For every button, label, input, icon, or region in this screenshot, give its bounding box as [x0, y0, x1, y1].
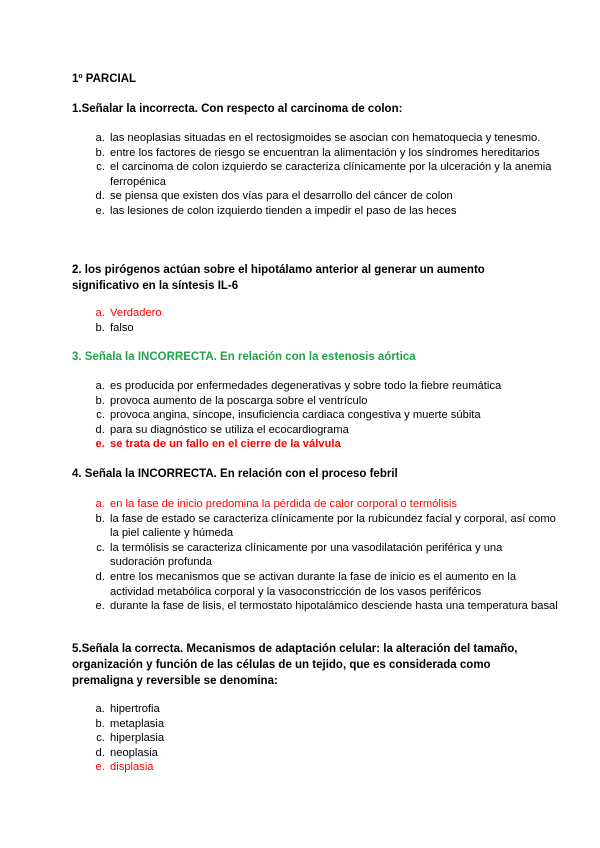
question-1-options	[72, 131, 558, 219]
question-3-option-e-answer: e. se trata de un fallo en el cierre de la válvula	[108, 437, 558, 452]
question-4-option-e: e. durante la fase de lisis, el termostato hipotalámico desciende hasta una temperatura basal	[108, 599, 558, 614]
question-1-option-d: d. se piensa que existen dos vías para el desarrollo del cáncer de colon	[108, 189, 558, 204]
question-4-option-d: d. entre los mecanismos que se activan durante la fase de inicio es el aumento en la actividad metabólica corporal y la vasoconstricción de los vasos periféricos	[108, 570, 558, 599]
question-3-option-c: c. provoca angina, síncope, insuficiencia cardiaca congestiva y muerte súbita	[108, 408, 558, 423]
question-2: 2. los pirógenos actúan sobre el hipotálamo anterior al generar un aumento significativo en la síntesis IL-6	[72, 264, 485, 292]
question-2-option-b: b. falso	[108, 321, 558, 336]
question-1: 1.Señalar la incorrecta. Con respecto al carcinoma de colon:	[72, 103, 403, 115]
question-3-option-a: a. es producida por enfermedades degenerativas y sobre todo la fiebre reumática	[108, 379, 558, 394]
question-2-option-a-answer: a. Verdadero	[108, 306, 558, 321]
question-5-option-e-answer: e. displasia	[108, 760, 558, 775]
question-4-option-a-answer: a. en la fase de inicio predomina la pérdida de calor corporal o termólisis	[108, 497, 558, 512]
document-title: 1º PARCIAL	[72, 73, 137, 85]
question-3-option-b: b. provoca aumento de la poscarga sobre el ventrículo	[108, 394, 558, 409]
question-2-options	[72, 306, 558, 335]
question-5-option-c: c. hiperplasia	[108, 731, 558, 746]
question-1-option-c: c. el carcinoma de colon izquierdo se caracteriza clínicamente por la ulceración y la anemia ferropénica	[108, 160, 558, 189]
question-4-options	[72, 497, 558, 614]
question-4-option-b: b. la fase de estado se caracteriza clínicamente por la rubicundez facial y corporal, así como la piel caliente y húmeda	[108, 512, 558, 541]
question-5-options	[72, 702, 558, 775]
question-4-option-c: c. la termólisis se caracteriza clínicamente por una vasodilatación periférica y una sudoración profunda	[108, 541, 558, 570]
question-3-options	[72, 379, 558, 452]
question-1-option-a: a. las neoplasias situadas en el rectosigmoides se asocian con hematoquecia y tenesmo.	[108, 131, 558, 146]
question-3-option-d: d. para su diagnóstico se utiliza el ecocardiograma	[108, 423, 558, 438]
question-5: 5.Señala la correcta. Mecanismos de adaptación celular: la alteración del tamaño, organización y función de las células de un tejido, que es considerada como premaligna y reversible se denomina:	[72, 643, 518, 687]
question-5-option-a: a. hipertrofia	[108, 702, 558, 717]
question-5-option-b: b. metaplasia	[108, 717, 558, 732]
question-3: 3. Señala la INCORRECTA. En relación con la estenosis aórtica	[72, 351, 416, 363]
question-4: 4. Señala la INCORRECTA. En relación con el proceso febril	[72, 468, 398, 480]
question-1-option-e: e. las lesiones de colon izquierdo tienden a impedir el paso de las heces	[108, 204, 558, 219]
question-5-option-d: d. neoplasia	[108, 746, 558, 761]
question-1-option-b: b. entre los factores de riesgo se encuentran la alimentación y los síndromes hereditarios	[108, 146, 558, 161]
